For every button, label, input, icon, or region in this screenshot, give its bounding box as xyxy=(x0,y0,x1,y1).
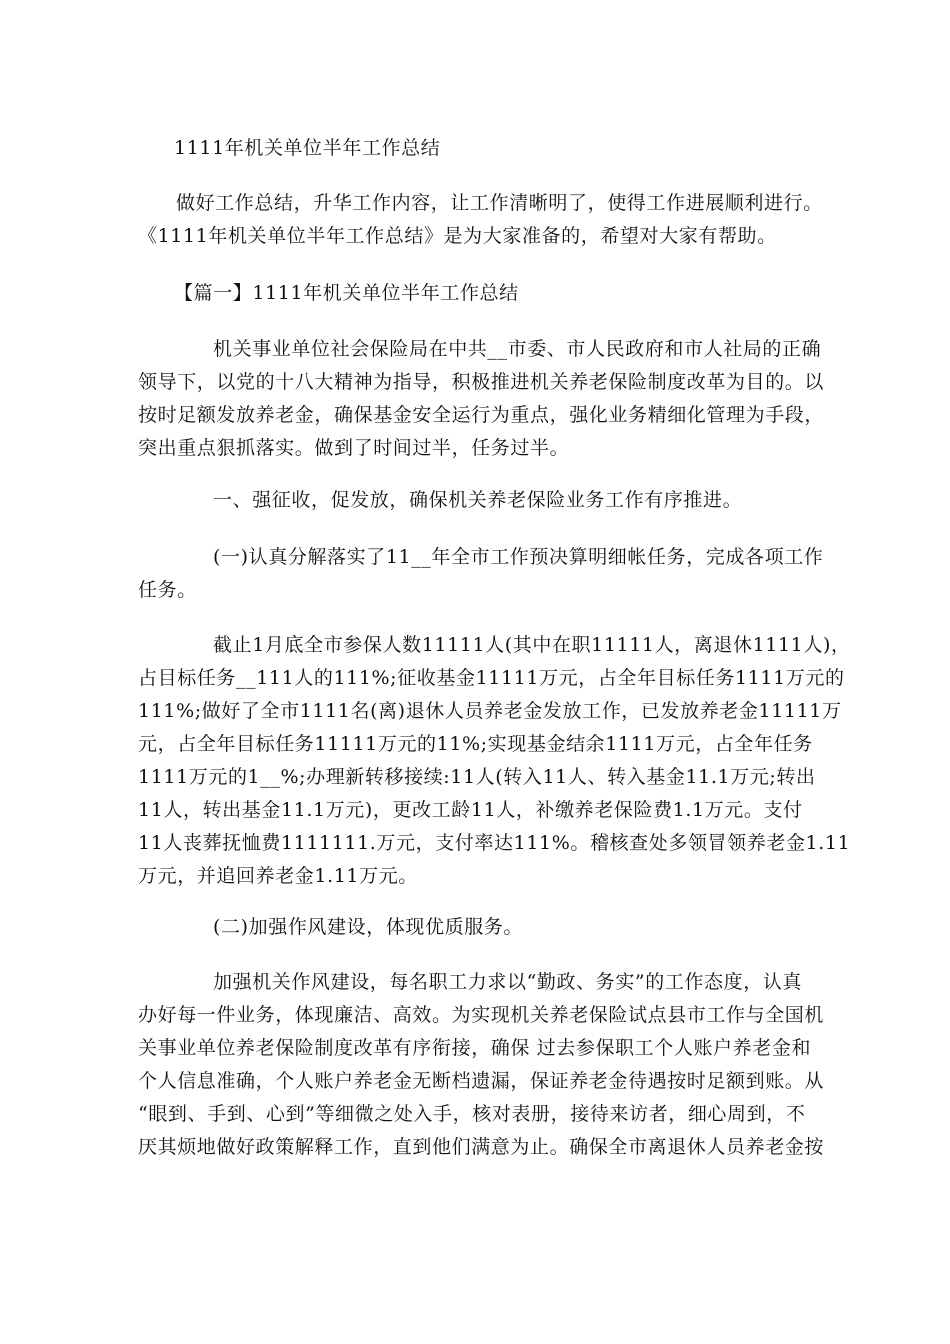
intro-paragraph-cont xyxy=(138,220,818,253)
text-line: 11人，转出基金11.1万元)，更改工龄11人，补缴养老保险费1.1万元。支付 xyxy=(138,799,803,821)
text-line: 占目标任务__111人的111%;征收基金11111万元，占全年目标任务1111万元的 xyxy=(138,667,845,689)
text-line: 截止1月底全市参保人数11111人(其中在职11111人，离退休1111人)， xyxy=(213,634,851,656)
paragraph-1-first xyxy=(213,333,893,366)
heading-line: 一、强征收，促发放，确保机关养老保险业务工作有序推进。 xyxy=(213,489,743,511)
heading-line: 【篇一】1111年机关单位半年工作总结 xyxy=(174,282,519,304)
document-title xyxy=(174,132,854,165)
text-line: 厌其烦地做好政策解释工作，直到他们满意为止。确保全市离退休人员养老金按 xyxy=(138,1136,825,1158)
paragraph-3-first xyxy=(213,966,893,999)
title-line: 1111年机关单位半年工作总结 xyxy=(174,137,441,159)
text-line: 按时足额发放养老金，确保基金安全运行为重点，强化业务精细化管理为手段， xyxy=(138,404,825,426)
intro-paragraph xyxy=(176,187,856,220)
subheading-1-first xyxy=(213,541,893,574)
text-line: 个人信息准确，个人账户养老金无断档遗漏，保证养老金待遇按时足额到账。从 xyxy=(138,1070,825,1092)
text-line: 万元，并追回养老金1.11万元。 xyxy=(138,865,418,887)
text-line: “眼到、手到、心到”等细微之处入手，核对表册，接待来访者，细心周到，不 xyxy=(138,1103,806,1125)
text-line: 任务。 xyxy=(138,579,197,601)
paragraph-3 xyxy=(138,999,825,1164)
text-line: 111%;做好了全市1111名(离)退休人员养老金发放工作，已发放养老金11111万 xyxy=(138,700,842,722)
text-line: 突出重点狠抓落实。做到了时间过半，任务过半。 xyxy=(138,437,570,459)
text-line: 加强机关作风建设，每名职工力求以“勤政、务实”的工作态度，认真 xyxy=(213,971,803,993)
text-line: 办好每一件业务，体现廉洁、高效。为实现机关养老保险试点县市工作与全国机 xyxy=(138,1004,825,1026)
paragraph-2 xyxy=(138,662,851,893)
text-line: 领导下，以党的十八大精神为指导，积极推进机关养老保险制度改革为目的。以 xyxy=(138,371,825,393)
text-line: (二)加强作风建设，体现优质服务。 xyxy=(213,916,524,938)
text-line: 11人丧葬抚恤费1111111.万元，支付率达111%。稽核查处多领冒领养老金1.11 xyxy=(138,832,851,854)
text-line: 做好工作总结，升华工作内容，让工作清晰明了，使得工作进展顺利进行。 xyxy=(176,192,823,214)
subheading-1 xyxy=(138,574,818,607)
paragraph-1 xyxy=(138,366,825,465)
text-line: 元，占全年目标任务11111万元的11%;实现基金结余1111万元，占全年任务 xyxy=(138,733,813,755)
text-line: 关事业单位养老保险制度改革有序衔接，确保 过去参保职工个人账户养老金和 xyxy=(138,1037,812,1059)
text-line: 机关事业单位社会保险局在中共__市委、市人民政府和市人社局的正确 xyxy=(213,338,822,360)
section-heading xyxy=(174,277,854,310)
paragraph-2-first xyxy=(213,629,893,662)
heading-1 xyxy=(213,484,893,517)
text-line: (一)认真分解落实了11__年全市工作预决算明细帐任务，完成各项工作 xyxy=(213,546,824,568)
text-line: 1111万元的1__%;办理新转移接续:11人(转入11人、转入基金11.1万元;转出 xyxy=(138,766,816,788)
text-line: 《1111年机关单位半年工作总结》是为大家准备的，希望对大家有帮助。 xyxy=(138,225,777,247)
subheading-2 xyxy=(213,911,893,944)
